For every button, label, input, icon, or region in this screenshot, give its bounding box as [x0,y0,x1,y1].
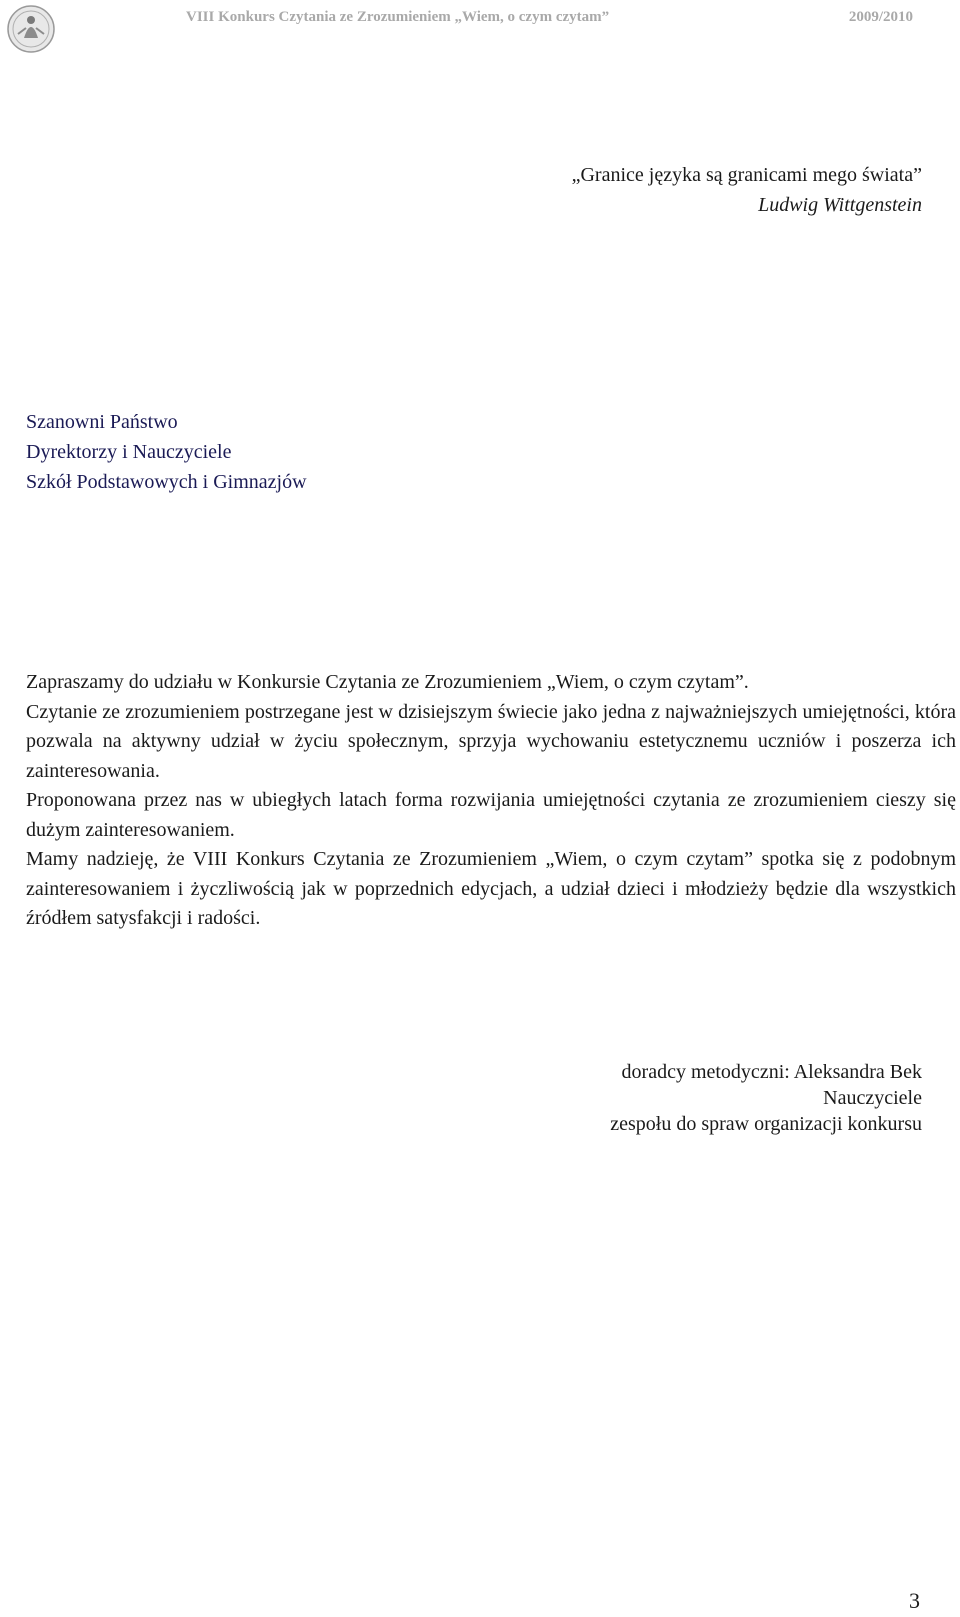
salutation-line: Szanowni Państwo [26,411,178,433]
quote-text: „Granice języka są granicami mego świata” [571,164,922,186]
salutation-line: Szkół Podstawowych i Gimnazjów [26,471,307,493]
signature-line: doradcy metodyczni: Aleksandra Bek [621,1061,922,1083]
header-title: VIII Konkurs Czytania ze Zrozumieniem „Wiem, o czym czytam” [186,9,610,25]
header-year: 2009/2010 [848,9,913,25]
paragraph-lead: Zapraszamy do udziału w Konkursie Czytania ze Zrozumieniem „Wiem, o czym czytam”. [26,671,749,693]
signature-line: Nauczyciele [823,1087,922,1109]
quote-author: Ludwig Wittgenstein [758,194,922,216]
paragraph: Proponowana przez nas w ubiegłych latach forma rozwijania umiejętności czytania ze zrozumieniem cieszy się dużym zainteresowaniem. [26,789,956,841]
epigraph [572,160,922,220]
letter-body [26,668,956,934]
paragraph: Mamy nadzieję, że VIII Konkurs Czytania ze Zrozumieniem „Wiem, o czym czytam” spotka się z podobnym zainteresowaniem i życzliwością jak w poprzednich edycjach, a udział dzieci i młodzieży będzie dla wszystkich źródłem satysfakcji i radości. [26,848,956,929]
salutation-block [26,407,307,497]
signature-block [610,1059,922,1137]
paragraph [26,668,956,786]
page-number: 3 [909,1588,920,1613]
emblem-icon [6,4,56,54]
salutation-line: Dyrektorzy i Nauczyciele [26,441,232,463]
paragraph-text: Czytanie ze zrozumieniem postrzegane jest w dzisiejszym świecie jako jedna z najważniejszych umiejętności, która pozwala na aktywny udział w życiu społecznym, sprzyja wychowaniu estetycznemu uczniów i poszerza ich zainteresowania. [26,700,956,782]
signature-line: zespołu do spraw organizacji konkursu [610,1113,922,1135]
